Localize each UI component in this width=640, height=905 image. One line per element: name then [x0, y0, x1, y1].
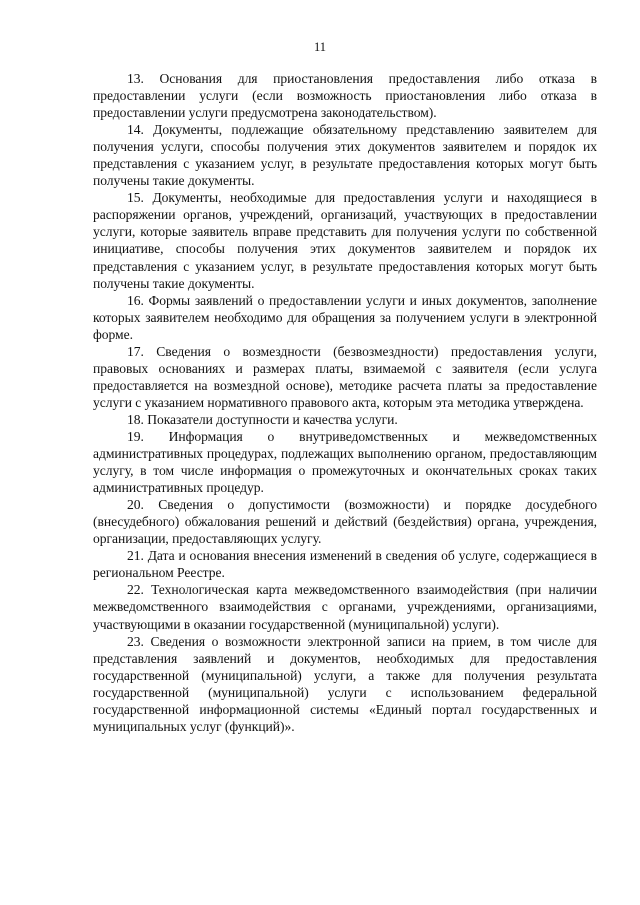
paragraph-16: 16. Формы заявлений о предоставлении услуги и иных документов, заполнение которых заявителем необходимо для обращения за получением услуги в электронной форме.: [93, 292, 597, 342]
page-number: 11: [313, 40, 327, 54]
document-body: [93, 70, 597, 735]
paragraph-18: 18. Показатели доступности и качества услуги.: [127, 411, 398, 427]
paragraph-21: 21. Дата и основания внесения изменений в сведения об услуге, содержащиеся в региональном Реестре.: [93, 548, 597, 581]
paragraph-15: 15. Документы, необходимые для предоставления услуги и находящиеся в распоряжении органов, учреждений, организаций, участвующих в предоставлении услуги, которые заявитель вправе представить для получения услуги по собственной инициативе, способы получения этих документов заявителем и порядок их представления с указанием услуг, в результате предоставления которых могут быть получены такие документы.: [93, 190, 597, 291]
paragraph-22: 22. Технологическая карта межведомственного взаимодействия (при наличии межведомственного взаимодействия с органами, учреждениями, организациями, участвующими в оказании государственной (муниципальной) услуги).: [93, 582, 597, 632]
paragraph-14: 14. Документы, подлежащие обязательному представлению заявителем для получения услуги, способы получения этих документов заявителем и порядок их представления с указанием услуг, в результате предоставления которых могут быть получены такие документы.: [93, 122, 597, 189]
paragraph-17: 17. Сведения о возмездности (безвозмездности) предоставления услуги, правовых основаниях и размерах платы, взимаемой с заявителя (если услуга предоставляется на возмездной основе), методике расчета платы за предоставление услуги с указанием нормативного правового акта, которым эта методика утверждена.: [93, 343, 597, 410]
paragraph-23: 23. Сведения о возможности электронной записи на прием, в том числе для представления заявлений и документов, необходимых для предоставления государственной (муниципальной) услуги, а также для получения результата государственной (муниципальной) услуги с использованием федеральной государственной информационной системы «Единый портал государственных и муниципальных услуг (функций)».: [93, 633, 597, 734]
paragraph-13: 13. Основания для приостановления предоставления либо отказа в предоставлении услуги (если возможность приостановления либо отказа в предоставлении услуги предусмотрена законодательством).: [93, 71, 597, 121]
paragraph-20: 20. Сведения о допустимости (возможности) и порядке досудебного (внесудебного) обжалования решений и действий (бездействия) органа, учреждения, организации, предоставляющих услугу.: [93, 497, 597, 547]
paragraph-19: 19. Информация о внутриведомственных и межведомственных административных процедурах, подлежащих выполнению органом, предоставляющим услугу, в том числе информация о промежуточных и окончательных сроках таких административных процедур.: [93, 428, 597, 496]
